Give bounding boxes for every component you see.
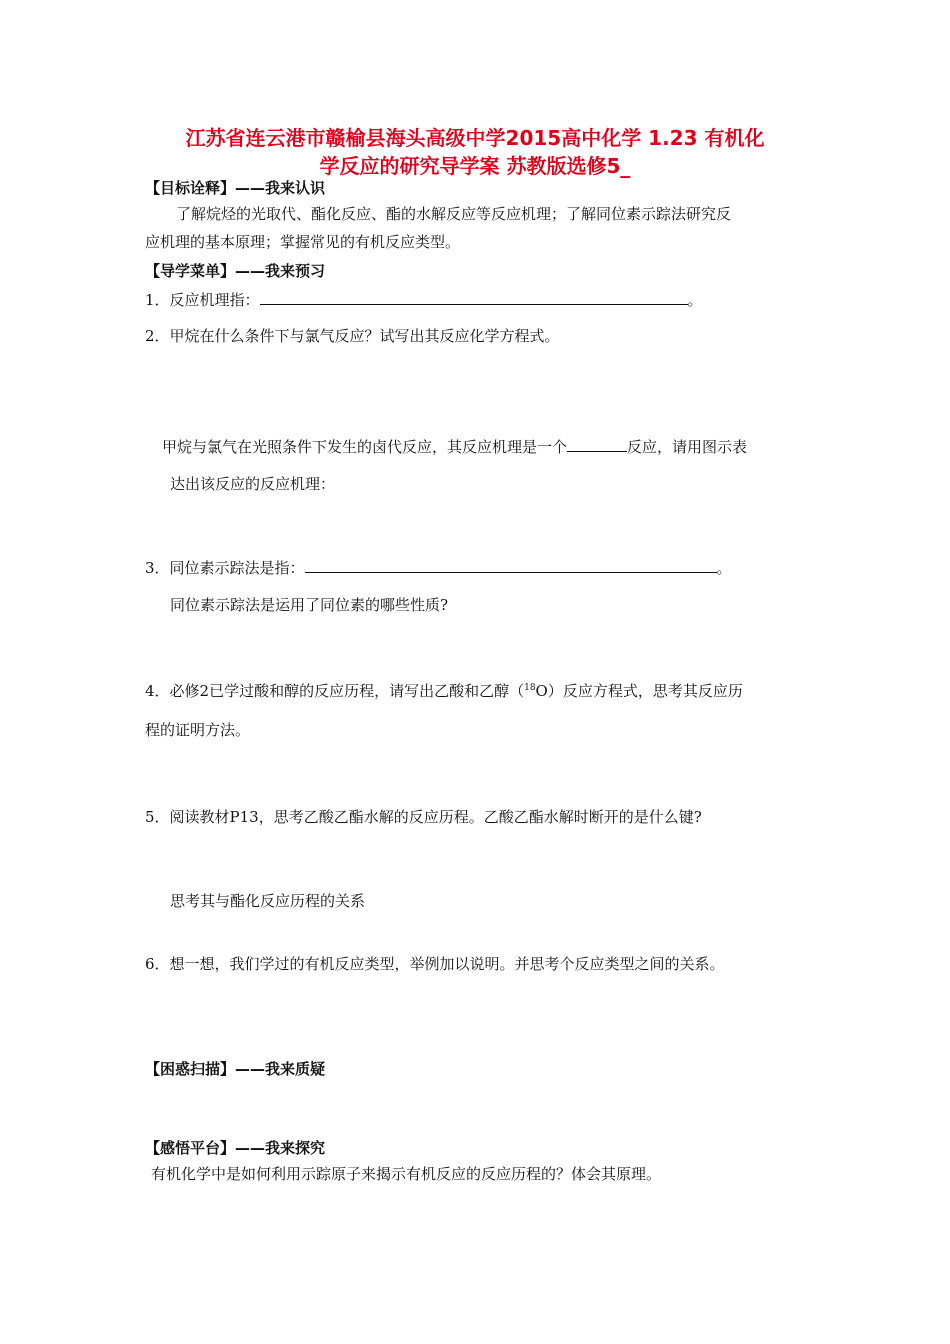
document-title-line1: 江苏省连云港市赣榆县海头高级中学2015高中化学 1.23 有机化 xyxy=(185,126,765,150)
goal-text-line1: 了解烷烃的光取代、酯化反应、酯的水解反应等反应机理；了解同位素示踪法研究反 xyxy=(176,205,732,223)
section-heading-doubts: 【困惑扫描】——我来质疑 xyxy=(145,1060,326,1078)
question-2-sub1 xyxy=(162,436,747,457)
question-4-part1: 4．必修2已学过酸和醇的反应历程，请写出乙酸和乙醇（ xyxy=(145,682,525,700)
question-2-sub2: 达出该反应的反应机理： xyxy=(170,475,336,493)
question-1-text: 1．反应机理指： xyxy=(145,291,260,309)
document-title-line2: 学反应的研究导学案 苏教版选修5_ xyxy=(319,154,631,178)
question-2: 2．甲烷在什么条件下与氯气反应？试写出其反应化学方程式。 xyxy=(145,327,560,345)
question-5: 5．阅读教材P13，思考乙酸乙酯水解的反应历程。乙酸乙酯水解时断开的是什么键? xyxy=(145,808,702,826)
question-3 xyxy=(145,557,732,578)
question-3-end: 。 xyxy=(716,559,732,577)
question-4-line2: 程的证明方法。 xyxy=(145,721,251,739)
question-1-end: 。 xyxy=(687,291,703,309)
answer-blank-1[interactable] xyxy=(260,303,688,305)
question-5-sub: 思考其与酯化反应历程的关系 xyxy=(170,892,366,910)
answer-blank-3[interactable] xyxy=(305,571,717,573)
goal-text-line2: 应机理的基本原理；掌握常见的有机反应类型。 xyxy=(145,233,461,251)
question-2-sub1-b: 反应，请用图示表 xyxy=(627,438,748,456)
question-2-sub1-a: 甲烷与氯气在光照条件下发生的卤代反应，其反应机理是一个 xyxy=(162,438,568,456)
section-heading-goal: 【目标诠释】——我来认识 xyxy=(145,179,326,197)
insight-text: 有机化学中是如何利用示踪原子来揭示有机反应的反应历程的？体会其原理。 xyxy=(151,1165,662,1183)
section-heading-menu: 【导学菜单】——我来预习 xyxy=(145,262,326,280)
question-4-part2: O）反应方程式，思考其反应历 xyxy=(535,682,743,700)
question-1 xyxy=(145,289,703,310)
question-6: 6．想一想，我们学过的有机反应类型，举例加以说明。并思考个反应类型之间的关系。 xyxy=(145,955,725,973)
question-3-text: 3．同位素示踪法是指： xyxy=(145,559,305,577)
question-4-line1 xyxy=(145,680,743,701)
answer-blank-2[interactable] xyxy=(567,450,627,452)
section-heading-insight: 【感悟平台】——我来探究 xyxy=(145,1139,326,1157)
isotope-superscript: 18 xyxy=(524,683,536,693)
question-3-sub: 同位素示踪法是运用了同位素的哪些性质? xyxy=(170,596,449,614)
